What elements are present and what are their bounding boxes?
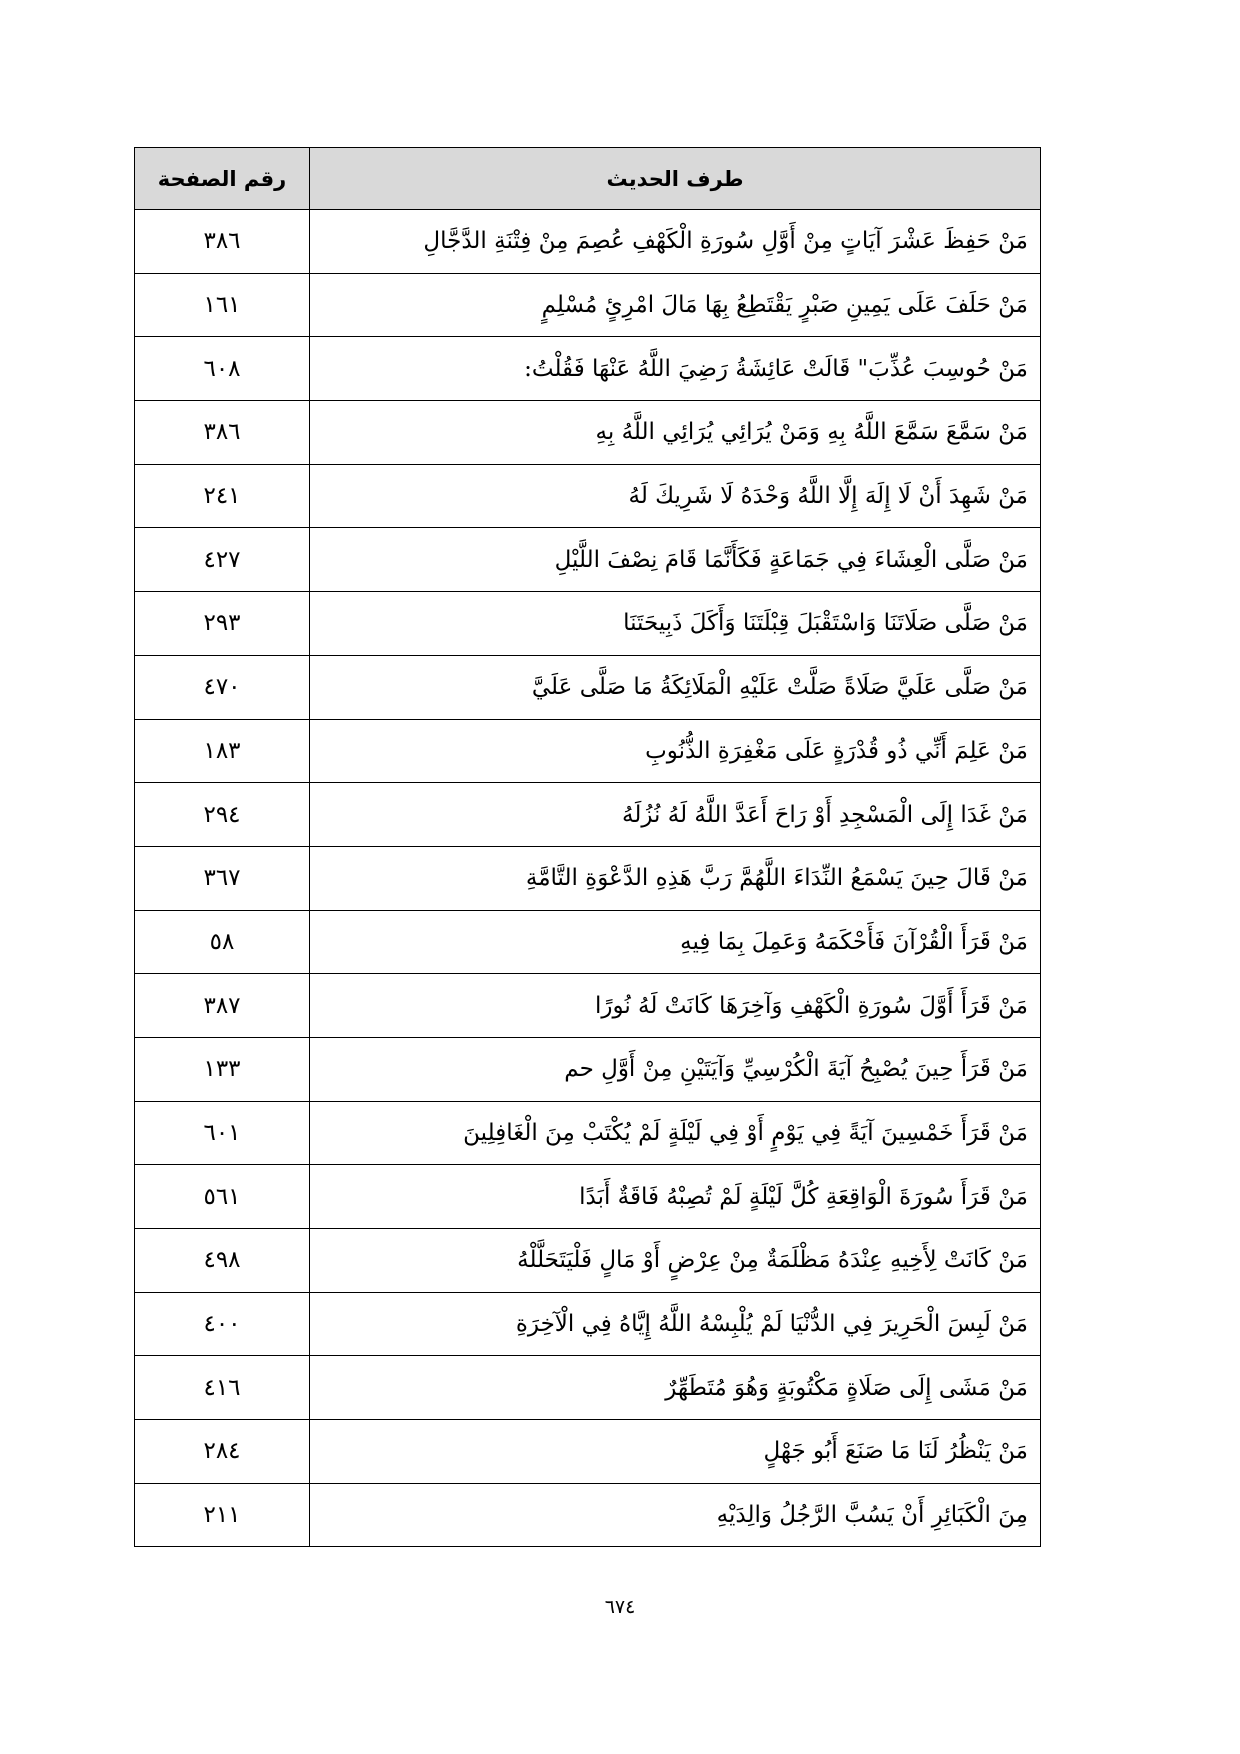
table-row bbox=[135, 1101, 1041, 1165]
page-number-cell: ٣٨٦ bbox=[135, 401, 310, 465]
table-row bbox=[135, 401, 1041, 465]
table-row bbox=[135, 1292, 1041, 1356]
table-row bbox=[135, 337, 1041, 401]
table-row bbox=[135, 910, 1041, 974]
table-row bbox=[135, 1229, 1041, 1293]
table-row bbox=[135, 846, 1041, 910]
hadith-text-cell: مَنْ عَلِمَ أَنِّي ذُو قُدْرَةٍ عَلَى مَغْفِرَةِ الذُّنُوبِ bbox=[310, 719, 1041, 783]
table-row bbox=[135, 210, 1041, 274]
table-row bbox=[135, 273, 1041, 337]
hadith-text-cell: مَنْ قَرَأَ خَمْسِينَ آيَةً فِي يَوْمٍ أَوْ فِي لَيْلَةٍ لَمْ يُكْتَبْ مِنَ الْغَافِلِينَ bbox=[310, 1101, 1041, 1165]
hadith-text-cell: مَنْ مَشَى إِلَى صَلَاةٍ مَكْتُوبَةٍ وَهُوَ مُتَطَهِّرٌ bbox=[310, 1356, 1041, 1420]
header-hadith: طرف الحديث bbox=[310, 148, 1041, 210]
hadith-text-cell: مَنْ غَدَا إِلَى الْمَسْجِدِ أَوْ رَاحَ أَعَدَّ اللَّهُ لَهُ نُزُلَهُ bbox=[310, 783, 1041, 847]
table-row bbox=[135, 1037, 1041, 1101]
page-number-cell: ٢٨٤ bbox=[135, 1420, 310, 1484]
page-number-cell: ٤٠٠ bbox=[135, 1292, 310, 1356]
hadith-text-cell: مَنْ سَمَّعَ سَمَّعَ اللَّهُ بِهِ وَمَنْ يُرَائِي يُرَائِي اللَّهُ بِهِ bbox=[310, 401, 1041, 465]
page-number-cell: ٤٧٠ bbox=[135, 655, 310, 719]
hadith-text-cell: مِنَ الْكَبَائِرِ أَنْ يَسُبَّ الرَّجُلُ وَالِدَيْهِ bbox=[310, 1483, 1041, 1547]
table-row bbox=[135, 592, 1041, 656]
page-number: ٦٧٤ bbox=[604, 1596, 636, 1618]
hadith-text-cell: مَنْ قَرَأَ سُورَةَ الْوَاقِعَةِ كُلَّ لَيْلَةٍ لَمْ تُصِبْهُ فَاقَةٌ أَبَدًا bbox=[310, 1165, 1041, 1229]
page-number-cell: ٤٩٨ bbox=[135, 1229, 310, 1293]
page-number-cell: ٢٩٤ bbox=[135, 783, 310, 847]
hadith-text-cell: مَنْ قَرَأَ حِينَ يُصْبِحُ آيَةَ الْكُرْسِيِّ وَآيَتَيْنِ مِنْ أَوَّلِ حم bbox=[310, 1037, 1041, 1101]
page-number-cell: ٣٦٧ bbox=[135, 846, 310, 910]
hadith-text-cell: مَنْ كَانَتْ لِأَخِيهِ عِنْدَهُ مَظْلَمَةٌ مِنْ عِرْضٍ أَوْ مَالٍ فَلْيَتَحَلَّلْهُ bbox=[310, 1229, 1041, 1293]
table-row bbox=[135, 1483, 1041, 1547]
hadith-text-cell: مَنْ صَلَّى الْعِشَاءَ فِي جَمَاعَةٍ فَكَأَنَّمَا قَامَ نِصْفَ اللَّيْلِ bbox=[310, 528, 1041, 592]
page-number-cell: ٣٨٧ bbox=[135, 974, 310, 1038]
page-number-cell: ٢٩٣ bbox=[135, 592, 310, 656]
table-row bbox=[135, 1356, 1041, 1420]
page-number-cell: ٥٦١ bbox=[135, 1165, 310, 1229]
page-number-cell: ٥٨ bbox=[135, 910, 310, 974]
hadith-text-cell: مَنْ قَالَ حِينَ يَسْمَعُ النِّدَاءَ اللَّهُمَّ رَبَّ هَذِهِ الدَّعْوَةِ التَّامَّةِ bbox=[310, 846, 1041, 910]
table-row bbox=[135, 1420, 1041, 1484]
table-row bbox=[135, 528, 1041, 592]
table-row bbox=[135, 1165, 1041, 1229]
page-number-cell: ١٣٣ bbox=[135, 1037, 310, 1101]
page-number-cell: ١٨٣ bbox=[135, 719, 310, 783]
page-number-cell: ٤١٦ bbox=[135, 1356, 310, 1420]
table-header-row bbox=[135, 148, 1041, 210]
table-row bbox=[135, 783, 1041, 847]
table-row bbox=[135, 974, 1041, 1038]
hadith-text-cell: مَنْ شَهِدَ أَنْ لَا إِلَهَ إِلَّا اللَّهُ وَحْدَهُ لَا شَرِيكَ لَهُ bbox=[310, 464, 1041, 528]
page-number-cell: ٦٠١ bbox=[135, 1101, 310, 1165]
table-body bbox=[135, 210, 1041, 1547]
page-number-cell: ٢١١ bbox=[135, 1483, 310, 1547]
hadith-text-cell: مَنْ قَرَأَ أَوَّلَ سُورَةِ الْكَهْفِ وَآخِرَهَا كَانَتْ لَهُ نُورًا bbox=[310, 974, 1041, 1038]
page-number-cell: ٤٢٧ bbox=[135, 528, 310, 592]
page-number-cell: ١٦١ bbox=[135, 273, 310, 337]
hadith-text-cell: مَنْ حَلَفَ عَلَى يَمِينِ صَبْرٍ يَقْتَطِعُ بِهَا مَالَ امْرِئٍ مُسْلِمٍ bbox=[310, 273, 1041, 337]
table-row bbox=[135, 464, 1041, 528]
hadith-text-cell: مَنْ صَلَّى عَلَيَّ صَلَاةً صَلَّتْ عَلَيْهِ الْمَلَائِكَةُ مَا صَلَّى عَلَيَّ bbox=[310, 655, 1041, 719]
table-row bbox=[135, 719, 1041, 783]
page-number-cell: ٢٤١ bbox=[135, 464, 310, 528]
hadith-text-cell: مَنْ لَبِسَ الْحَرِيرَ فِي الدُّنْيَا لَمْ يُلْبِسْهُ اللَّهُ إِيَّاهُ فِي الْآخِرَةِ bbox=[310, 1292, 1041, 1356]
table-row bbox=[135, 655, 1041, 719]
hadith-text-cell: مَنْ صَلَّى صَلَاتَنَا وَاسْتَقْبَلَ قِبْلَتَنَا وَأَكَلَ ذَبِيحَتَنَا bbox=[310, 592, 1041, 656]
hadith-text-cell: مَنْ يَنْظُرُ لَنَا مَا صَنَعَ أَبُو جَهْلٍ bbox=[310, 1420, 1041, 1484]
header-page-number: رقم الصفحة bbox=[135, 148, 310, 210]
page-number-cell: ٣٨٦ bbox=[135, 210, 310, 274]
hadith-text-cell: مَنْ حُوسِبَ عُذِّبَ" قَالَتْ عَائِشَةُ رَضِيَ اللَّهُ عَنْهَا فَقُلْتُ: bbox=[310, 337, 1041, 401]
hadith-text-cell: مَنْ حَفِظَ عَشْرَ آيَاتٍ مِنْ أَوَّلِ سُورَةِ الْكَهْفِ عُصِمَ مِنْ فِتْنَةِ الدَّجَّالِ bbox=[310, 210, 1041, 274]
hadith-index-table bbox=[134, 147, 1041, 1547]
page-number-cell: ٦٠٨ bbox=[135, 337, 310, 401]
hadith-text-cell: مَنْ قَرَأَ الْقُرْآنَ فَأَحْكَمَهُ وَعَمِلَ بِمَا فِيهِ bbox=[310, 910, 1041, 974]
